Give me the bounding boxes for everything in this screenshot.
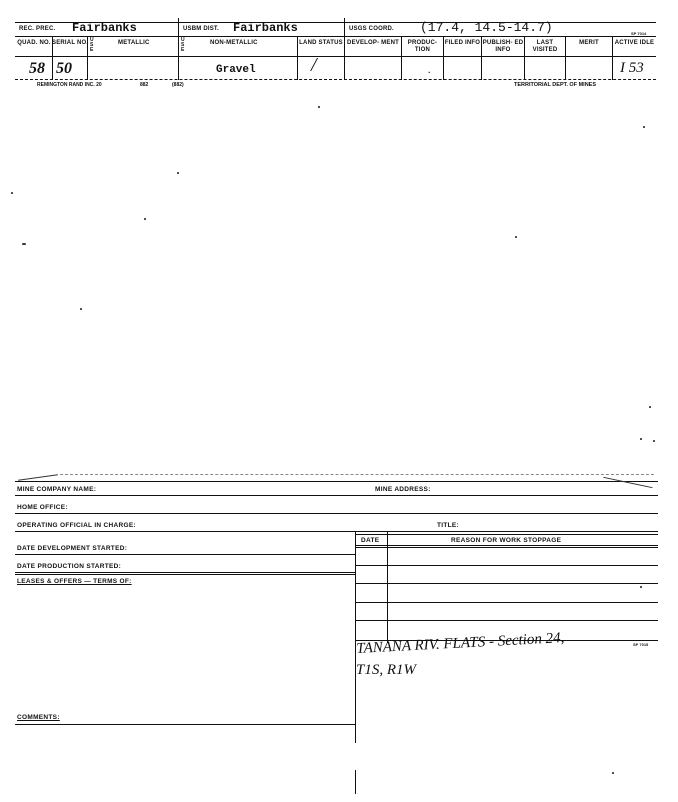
printer-label: REMINGTON RAND INC. 20 [37,82,102,88]
col-serial-no [52,40,87,47]
comments-label: COMMENTS: [17,714,60,721]
col-published-info: PUBLISH- ED INFO [482,40,524,53]
scan-speck [177,172,179,174]
title-label: TITLE: [437,522,460,529]
agency-label: TERRITORIAL DEPT. OF MINES [514,82,596,88]
scan-speck [80,308,82,310]
col-active-idle: ACTIVE IDLE [614,40,655,46]
mine-company-name-label: MINE COMPANY NAME: [17,486,97,493]
usbm-dist-value: Fairbanks [233,21,298,35]
scan-speck [649,406,651,408]
active-idle-value: I 53 [620,60,644,76]
home-office-label: HOME OFFICE: [17,504,68,511]
serial-no-value: 50 [56,60,72,77]
filed-info-value: . [428,62,431,76]
col-land-status: LAND STATUS [299,40,343,46]
operating-official-label: OPERATING OFFICIAL IN CHARGE: [17,522,136,529]
rec-prec-value: Fairbanks [72,21,137,35]
col-serial-no-text: SERIAL NO. [52,40,89,46]
col-quad-no-text: QUAD. NO. [17,40,51,46]
pencil-stroke [603,477,652,488]
land-status-value: / [311,54,317,76]
date-column-label: DATE [361,537,380,544]
reason-column-label: REASON FOR WORK STOPPAGE [451,537,562,544]
col-non-metallic: NON-METALLIC [210,40,258,46]
col-merit: MERIT [579,40,599,46]
date-development-started-label: DATE DEVELOPMENT STARTED: [17,545,128,552]
scan-speck [144,218,146,220]
scan-speck [640,438,642,440]
scan-speck [653,440,655,442]
scan-speck [640,586,642,588]
leases-offers-label: LEASES & OFFERS — TERMS OF: [17,578,132,585]
mine-address-label: MINE ADDRESS: [375,486,431,493]
usgs-coord-label: USGS COORD. [349,26,394,32]
col-production: PRODUC- TION [407,40,438,53]
note-line-2: T1S, R1W [356,662,416,678]
col-development: DEVELOP- MENT [347,40,399,46]
scan-speck [612,772,614,774]
quad-no-value: 58 [29,60,45,77]
col-quad-no [17,40,51,47]
printer-code2: (882) [172,82,184,88]
scan-speck [318,106,320,108]
usgs-coord-value: (17.4, 14.5-14.7) [420,20,553,35]
scan-speck [643,126,645,128]
non-metallic-value: Gravel [216,64,256,76]
scan-speck [515,236,517,238]
note-line-1: TANANA RIV. FLATS - Section 24, [356,630,565,657]
pencil-stroke [18,474,58,481]
col-use-metallic: U S E [90,37,94,53]
col-metallic: METALLIC [118,40,150,46]
form-number-lower: SP 7015 [633,642,649,647]
scan-speck [22,243,26,245]
usbm-dist-label: USBM DIST. [183,26,220,32]
col-last-visited: LAST VISITED [532,40,558,53]
date-production-started-label: DATE PRODUCTION STARTED: [17,563,122,570]
printer-code1: 882 [140,82,149,88]
form-number: SP 7014 [631,31,647,36]
col-filed-info: FILED INFO [444,40,481,46]
rec-prec-label: REC. PREC. [19,26,56,32]
col-use-nonmetallic: U S E [181,37,185,53]
scan-speck [11,192,13,194]
